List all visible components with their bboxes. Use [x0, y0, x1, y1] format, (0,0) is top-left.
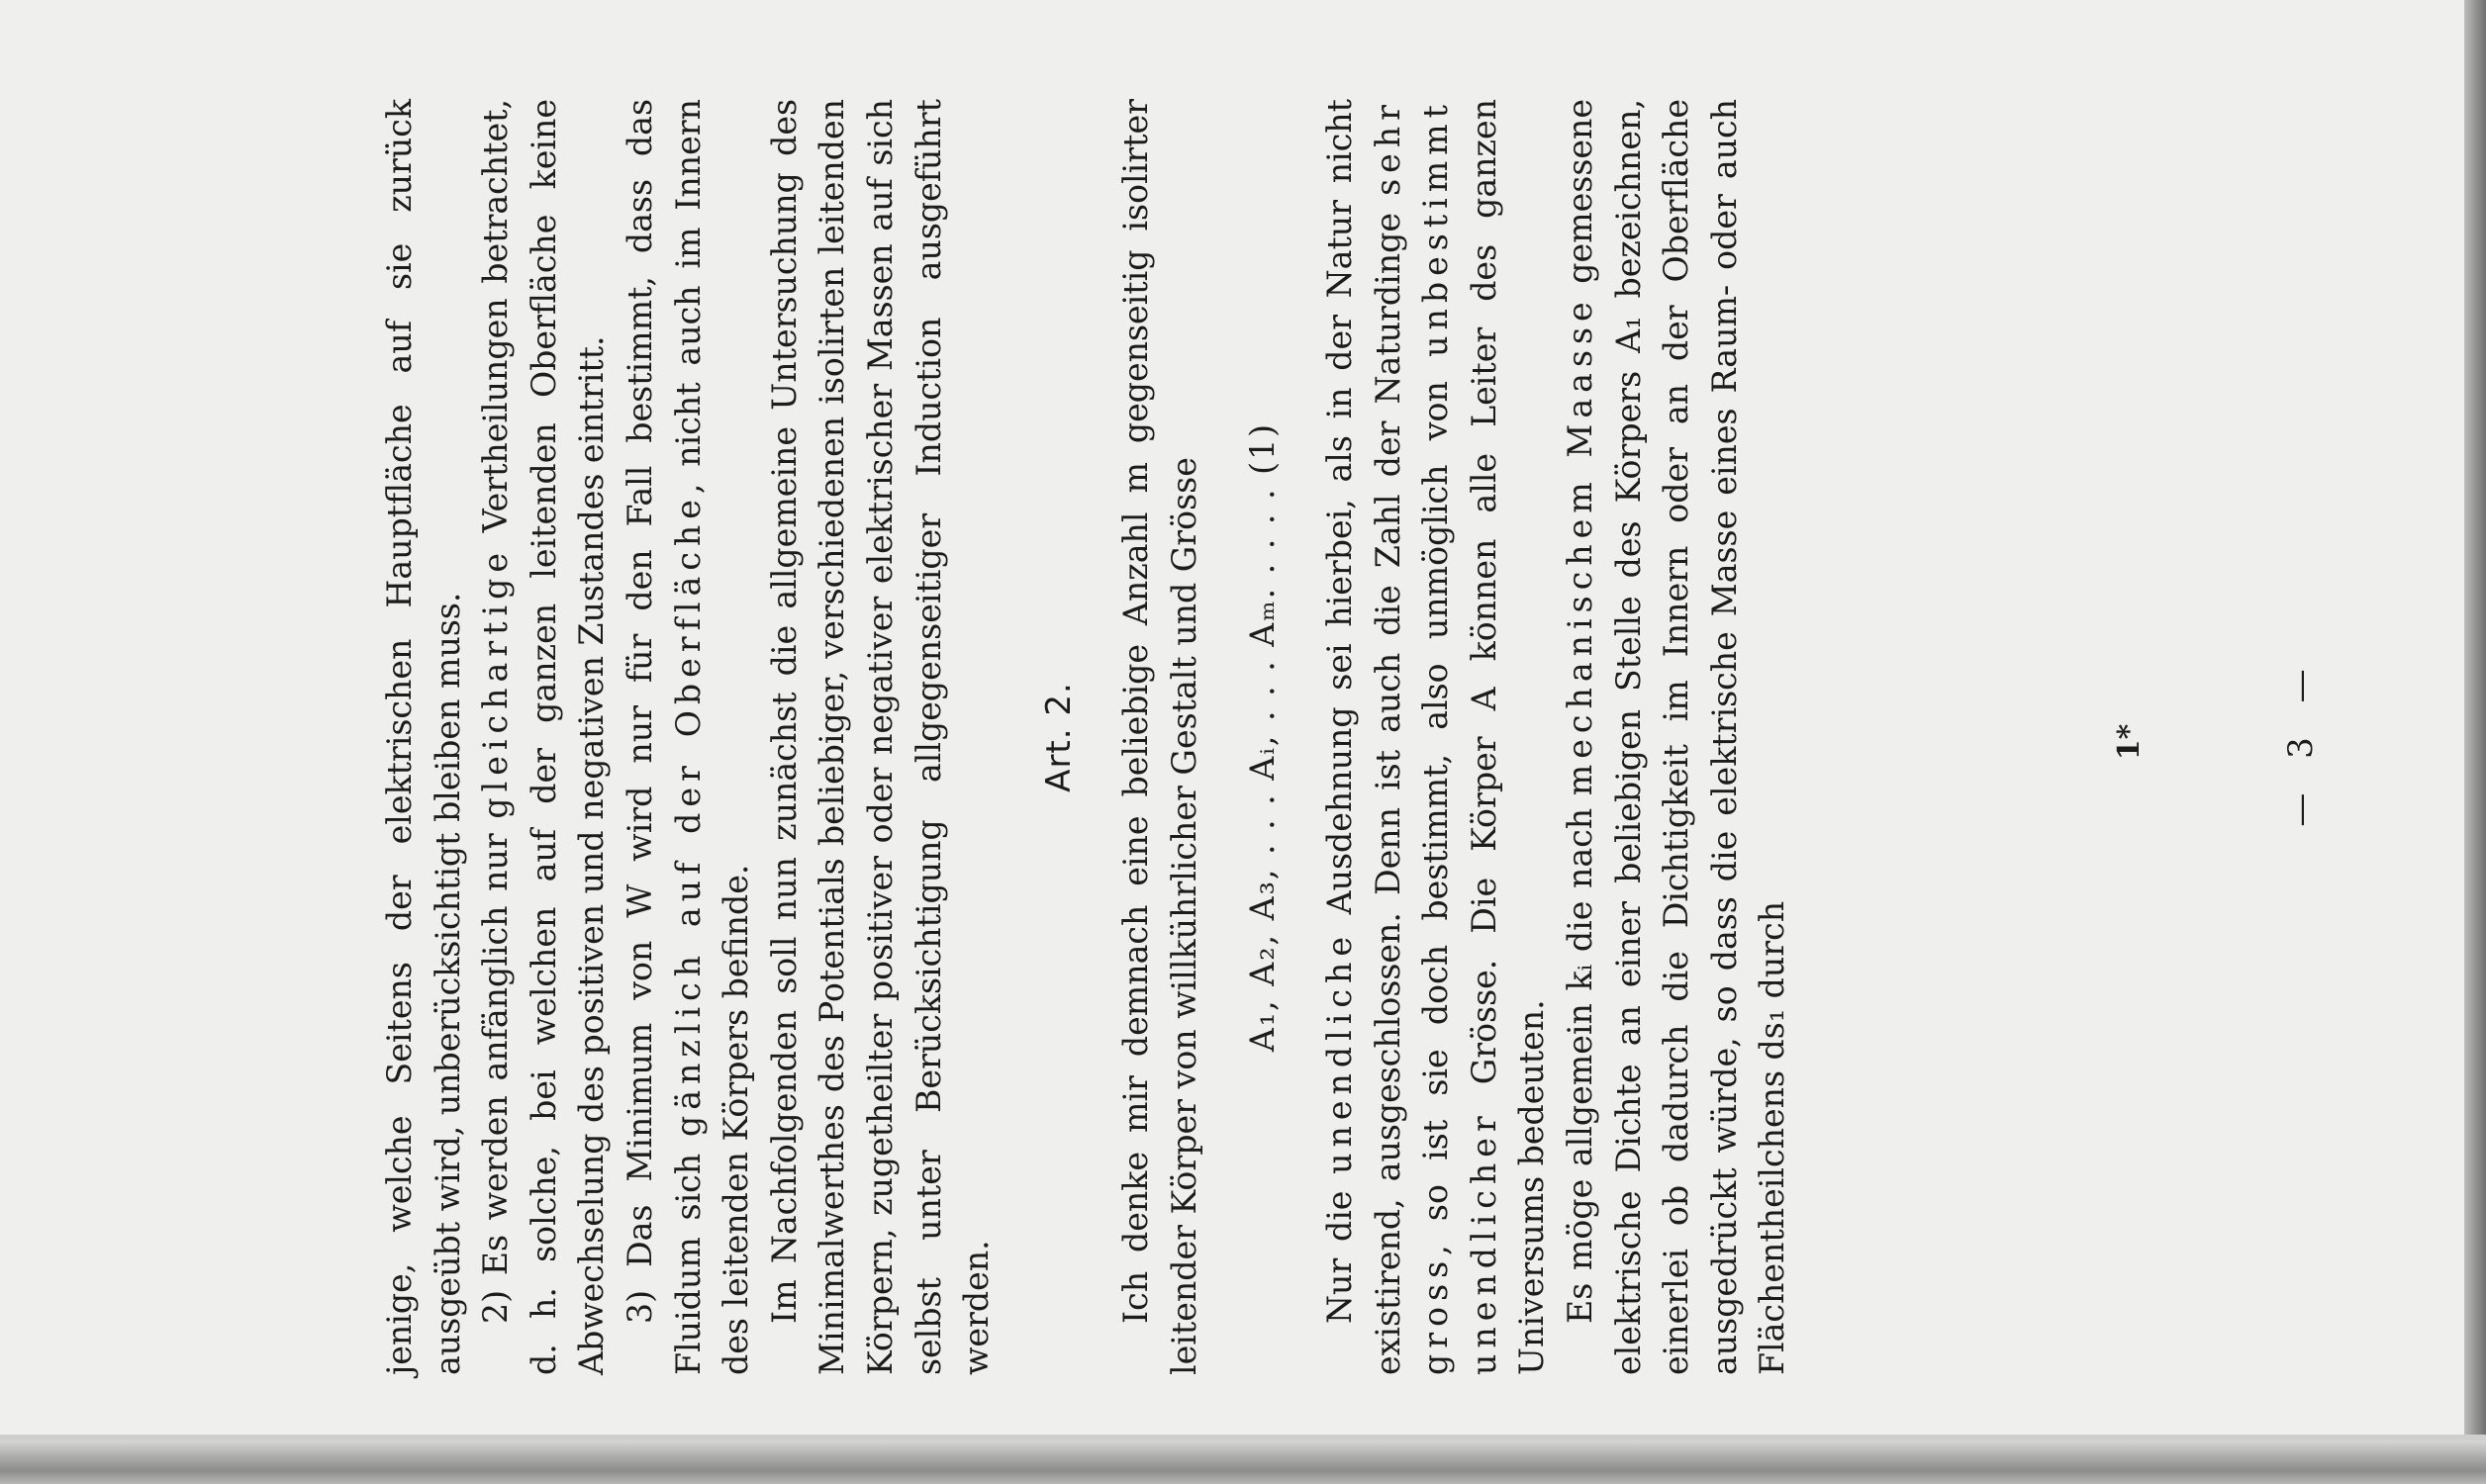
- emphasis-text: mechanischem Maasse: [1561, 296, 1600, 796]
- paragraph: [376, 99, 472, 1375]
- book-gutter: [0, 1440, 2486, 1484]
- paragraph-text: , nicht auch im Innern des leitenden Körpers befinde.: [668, 99, 756, 1375]
- paragraph-text: Es möge allgemein kᵢ die nach: [1561, 795, 1600, 1324]
- paragraph-text: Ich denke mir demnach eine beliebige Anzahl m gegenseitig isolirter leitender Körper von willkührlicher Gestalt und Grösse: [1116, 99, 1203, 1375]
- paragraph-text: gemessene elektrische Dichte an einer beliebigen Stelle des Körpers A₁ bezeichnen, einerlei ob dadurch die Dichtigkeit im Innern oder an der Oberfläche ausgedrückt würde, so dass die elektrische Masse eines Raum- oder auch Flächentheilchens ds₁ durch: [1561, 98, 1792, 1375]
- formula: A₁, A₂, A₃, . . . Aᵢ, . . . Aₘ. . . . . (1): [1242, 421, 1282, 1053]
- paragraph: [472, 99, 617, 1375]
- paragraph-text: 3) Das Minimum von W wird nur für den Fall bestimmt, dass das Fluidum sich: [620, 99, 708, 1375]
- paragraph-text: 2) Es werden anfänglich nur: [476, 818, 516, 1324]
- paragraph-text: Ausdehnung sei hierbei, als in der Natur nicht existirend, ausgeschlossen. Denn ist auch die Zahl der Naturdinge: [1320, 99, 1407, 1375]
- paragraph: [1316, 99, 1557, 1375]
- page-header: — 3 —: [2281, 657, 2321, 827]
- scanner-edge-right: [2464, 0, 2486, 1484]
- signature-mark: 1*: [2112, 723, 2147, 761]
- paragraph: [617, 99, 761, 1375]
- paragraph-text: , so ist sie doch bestimmt, also unmöglich von: [1416, 356, 1456, 1255]
- paragraph-text: jenige, welche Seitens der elektrischen Hauptfläche auf sie zurück ausgeübt wird, unberücksichtigt bleiben muss.: [380, 99, 467, 1375]
- emphasis-text: gleichartige: [476, 547, 516, 819]
- paragraph-text: Nur die: [1320, 1173, 1360, 1324]
- paragraph-text: Im Nachfolgenden soll nun zunächst die allgemeine Untersuchung des Minimalwerthes des Potentials beliebiger, verschiedenen isolirten leitenden Körpern, zugetheilter positiver oder negativer elektrischer Massen auf sich selbst unter Berücksichtigung allgegenseitiger Induction ausgeführt werden.: [764, 99, 997, 1375]
- paragraph: [1557, 99, 1797, 1375]
- emphasis-text: unendliche: [1320, 931, 1360, 1174]
- paragraph-text: Grösse. Die Körper A können alle Leiter des ganzen Universums bedeuten.: [1464, 99, 1552, 1375]
- emphasis-text: sehr gross: [1368, 99, 1456, 1375]
- paragraph: [1112, 99, 1208, 1375]
- paragraph: [761, 99, 1002, 1375]
- section-title: Art. 2.: [1038, 682, 1079, 792]
- page-body: [376, 99, 1797, 1375]
- emphasis-text: unbestimmt unendlicher: [1416, 99, 1503, 1375]
- emphasis-text: gänzlich auf der Oberfläche: [668, 494, 708, 1138]
- paragraph-text: Vertheilungen betrachtet, d. h. solche, bei welchen auf der ganzen leitenden Oberfläche keine Abwechselung des positiven und negativen Zustandes eintritt.: [476, 99, 612, 1375]
